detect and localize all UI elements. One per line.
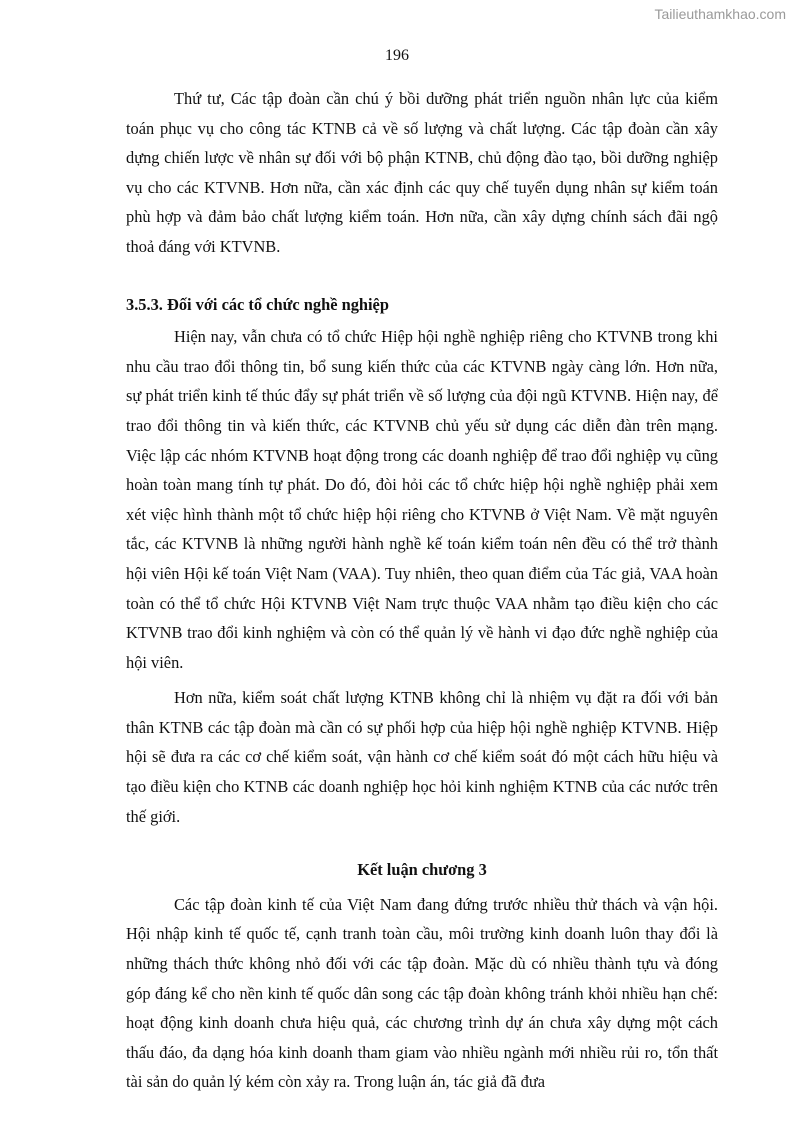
paragraph-conclusion: Các tập đoàn kinh tế của Việt Nam đang đứng trước nhiều thử thách và vận hội. Hội nhập kinh tế quốc tế, cạnh tranh toàn cầu, môi trường kinh doanh luôn thay đổi là những thách thức không nhỏ đối với các tập đoàn. Mặc dù có nhiều thành tựu và đóng góp đáng kể cho nền kinh tế quốc dân song các tập đoàn không tránh khỏi nhiều hạn chế: hoạt động kinh doanh chưa hiệu quả, các chương trình dự án chưa xây dựng một cách thấu đáo, đa dạng hóa kinh doanh tham giam vào nhiều ngành mới nhiều rủi ro, tổn thất tài sản do quản lý kém còn xảy ra. Trong luận án, tác giả đã đưa (126, 894, 718, 1092)
paragraph-human-resources: Thứ tư, Các tập đoàn cần chú ý bồi dưỡng phát triển nguồn nhân lực của kiểm toán phục vụ cho công tác KTNB cả về số lượng và chất lượng. Các tập đoàn cần xây dựng chiến lược về nhân sự đối với bộ phận KTNB, chủ động đào tạo, bồi dưỡng nghiệp vụ cho các KTVNB. Hơn nữa, cần xác định các quy chế tuyển dụng nhân sự kiểm toán phù hợp và đảm bảo chất lượng kiểm toán. Hơn nữa, cần xây dựng chính sách đãi ngộ thoả đáng với KTVNB. (126, 89, 718, 256)
section-heading: 3.5.3. Đối với các tổ chức nghề nghiệp (126, 294, 389, 314)
page-number: 196 (385, 47, 409, 64)
document-body (126, 84, 718, 1097)
chapter-conclusion-heading: Kết luận chương 3 (357, 860, 487, 880)
paragraph-quality-control: Hơn nữa, kiểm soát chất lượng KTNB không chỉ là nhiệm vụ đặt ra đối với bản thân KTNB các tập đoàn mà cần có sự phối hợp của hiệp hội nghề nghiệp KTVNB. Hiệp hội sẽ đưa ra các cơ chế kiểm soát, vận hành cơ chế kiểm soát đó một cách hữu hiệu và tạo điều kiện cho KTNB các doanh nghiệp học hỏi kinh nghiệm KTNB của các nước trên thế giới. (126, 688, 718, 826)
paragraph-professional-association: Hiện nay, vẫn chưa có tổ chức Hiệp hội nghề nghiệp riêng cho KTVNB trong khi nhu cầu trao đổi thông tin, bổ sung kiến thức của các KTVNB ngày càng lớn. Hơn nữa, sự phát triển kinh tế thúc đẩy sự phát triển về số lượng của đội ngũ KTVNB. Hiện nay, để trao đổi thông tin và kiến thức, các KTVNB chủ yếu sử dụng các diễn đàn trên mạng. Việc lập các nhóm KTVNB hoạt động trong các doanh nghiệp để trao đổi nghiệp vụ cũng hoàn toàn mang tính tự phát. Do đó, đòi hỏi các tổ chức hiệp hội nghề nghiệp phải xem xét việc hình thành một tổ chức hiệp hội riêng cho KTVNB ở Việt Nam. Về mặt nguyên tắc, các KTVNB là những người hành nghề kế toán kiểm toán nên đều có thể trở thành hội viên Hội kế toán Việt Nam (VAA). Tuy nhiên, theo quan điểm của Tác giả, VAA hoàn toàn có thể tổ chức Hội KTVNB Việt Nam trực thuộc VAA nhằm tạo điều kiện cho các KTVNB trao đổi kinh nghiệm và còn có thể quản lý về hành vi đạo đức nghề nghiệp của hội viên. (126, 327, 718, 672)
watermark: Tailieuthamkhao.com (654, 6, 786, 22)
